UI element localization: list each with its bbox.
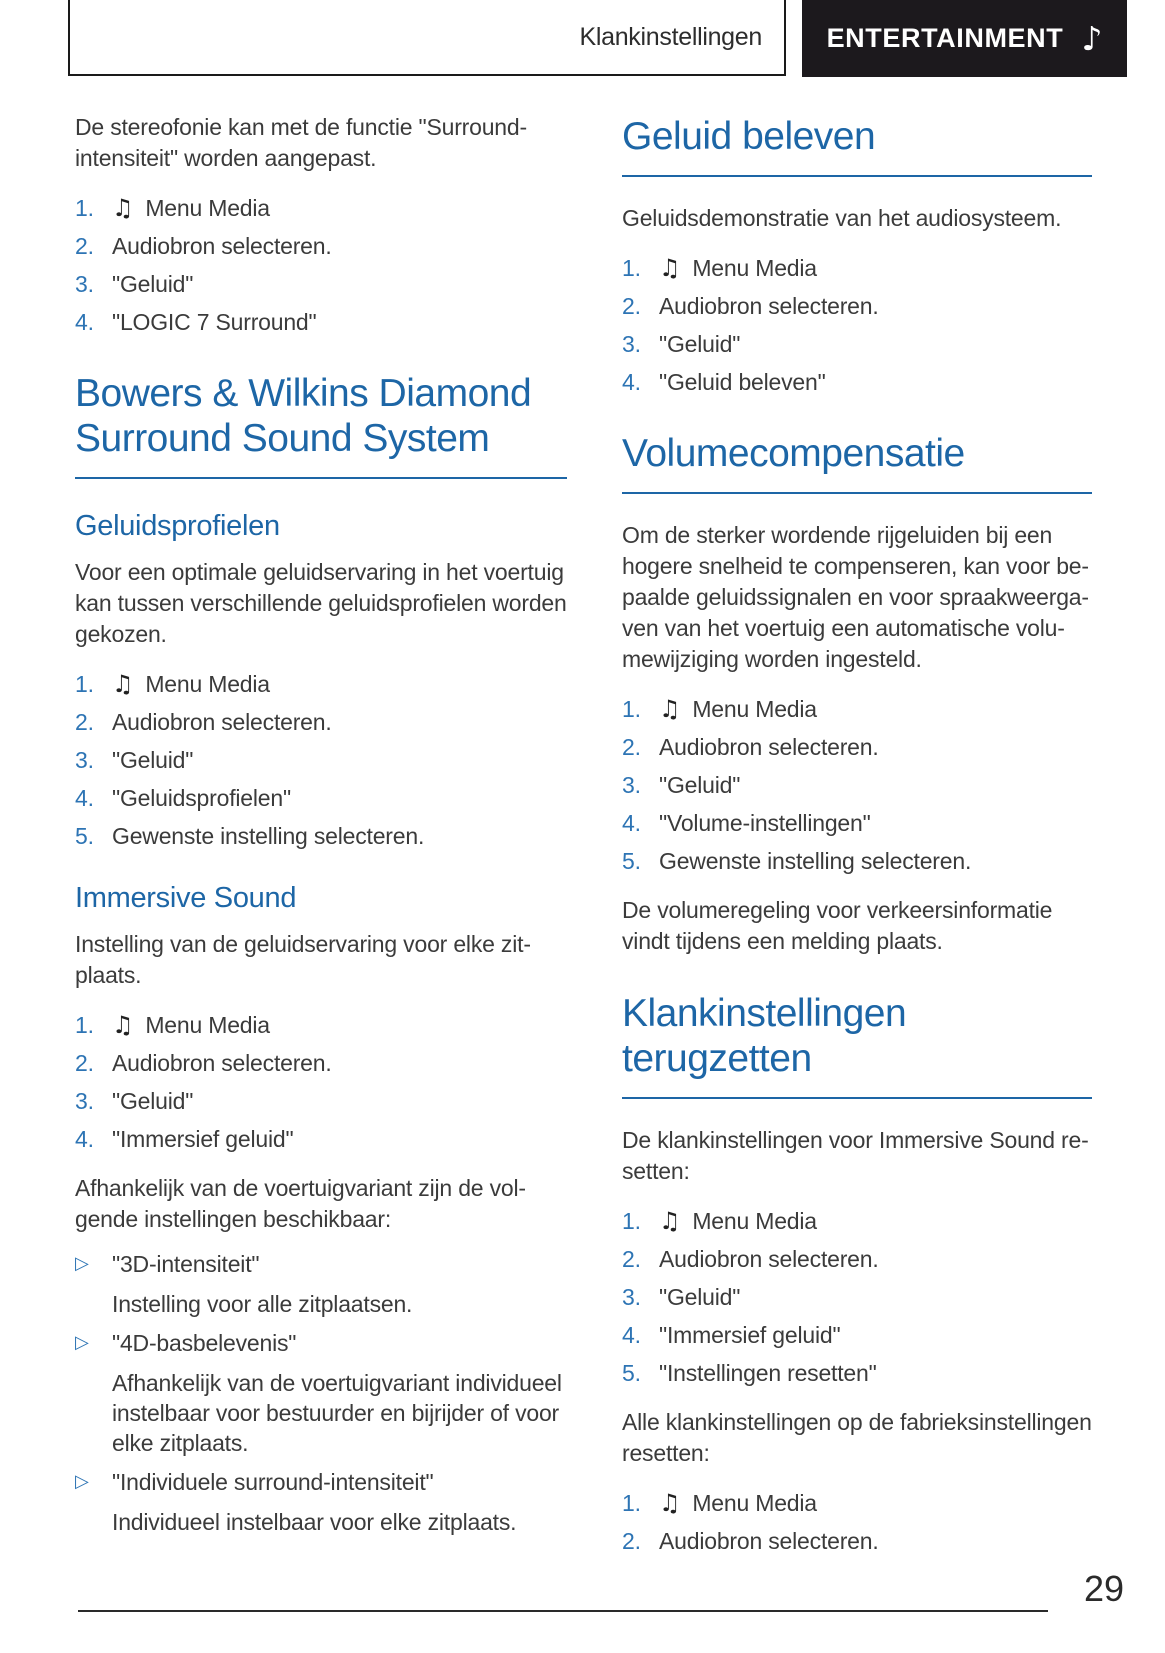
paragraph-intro: De stereofonie kan met de functie "Surround-intensiteit" worden aangepast.	[75, 114, 527, 171]
list-item	[622, 1206, 1092, 1236]
step-number: 2.	[75, 1050, 94, 1076]
step-text: "Geluid"	[112, 271, 194, 297]
list-item	[75, 307, 567, 337]
step-text: "Geluid"	[659, 1284, 741, 1310]
list-item	[622, 1282, 1092, 1312]
step-text: Audiobron selecteren.	[659, 293, 879, 319]
left-column	[75, 112, 567, 1546]
step-text: "Geluidsprofielen"	[112, 785, 291, 811]
section-title: ENTERTAINMENT	[826, 23, 1064, 53]
step-number: 5.	[622, 848, 641, 874]
steps-list	[622, 253, 1092, 397]
steps-list	[622, 1488, 1092, 1556]
paragraph-terugzetten: De klankinstellingen voor Immersive Sound resetten:	[622, 1127, 1089, 1184]
step-number: 4.	[75, 785, 94, 811]
steps-list	[622, 1206, 1092, 1388]
step-text: Audiobron selecteren.	[112, 709, 332, 735]
bullet-desc: Afhankelijk van de voertuigvariant individueel instelbaar voor bestuurder en bijrijder of voor elke zitplaats.	[112, 1370, 562, 1456]
list-item	[622, 367, 1092, 397]
step-number: 3.	[75, 1088, 94, 1114]
step-text: "Immersief geluid"	[112, 1126, 294, 1152]
step-number: 2.	[75, 709, 94, 735]
steps-list	[75, 193, 567, 337]
step-number: 1.	[75, 671, 94, 697]
beamed-notes-icon: ♫	[659, 1489, 681, 1517]
step-text: "Geluid"	[659, 331, 741, 357]
beamed-notes-icon: ♫	[112, 194, 134, 222]
list-item	[75, 1048, 567, 1078]
list-item	[622, 770, 1092, 800]
step-text: Audiobron selecteren.	[659, 1246, 879, 1272]
list-item	[622, 694, 1092, 724]
subheading-immersive-sound: Immersive Sound	[75, 882, 297, 914]
section-heading-bowers-wilkins: Bowers & Wilkins Diamond Surround Sound System	[75, 371, 567, 479]
step-number: 3.	[75, 271, 94, 297]
step-number: 4.	[75, 309, 94, 335]
step-text: Gewenste instelling selecteren.	[112, 823, 425, 849]
list-item	[75, 669, 567, 699]
beamed-notes-icon: ♫	[659, 254, 681, 282]
bullet-term: "4D-basbelevenis"	[112, 1330, 297, 1356]
triangle-bullet-icon: ▷	[75, 1471, 89, 1492]
bullet-body	[112, 1467, 516, 1546]
step-text: "LOGIC 7 Surround"	[112, 309, 317, 335]
music-note-icon: ♪	[1081, 19, 1103, 58]
list-item	[75, 193, 567, 223]
steps-list	[622, 694, 1092, 876]
step-text: "Instellingen resetten"	[659, 1360, 877, 1386]
section-heading-klankinstellingen-terugzetten: Klankinstellingen terugzetten	[622, 991, 1092, 1099]
list-item	[75, 745, 567, 775]
step-number: 4.	[622, 369, 641, 395]
beamed-notes-icon: ♫	[659, 1207, 681, 1235]
list-item	[622, 1320, 1092, 1350]
step-number: 1.	[75, 195, 94, 221]
beamed-notes-icon: ♫	[112, 1011, 134, 1039]
step-number: 4.	[622, 1322, 641, 1348]
beamed-notes-icon: ♫	[659, 695, 681, 723]
breadcrumb: Klankinstellingen	[579, 22, 762, 51]
right-column	[622, 112, 1092, 1575]
step-number: 2.	[622, 1246, 641, 1272]
beamed-notes-icon: ♫	[112, 670, 134, 698]
list-item	[75, 1010, 567, 1040]
step-text: "Volume-instellingen"	[659, 810, 871, 836]
step-number: 4.	[622, 810, 641, 836]
bullet-term: "3D-intensiteit"	[112, 1251, 260, 1277]
step-number: 2.	[75, 233, 94, 259]
step-text: "Geluid"	[112, 747, 194, 773]
step-number: 1.	[75, 1012, 94, 1038]
list-item	[622, 291, 1092, 321]
list-item	[622, 329, 1092, 359]
step-number: 3.	[75, 747, 94, 773]
step-text: Menu Media	[145, 195, 270, 221]
step-text: Menu Media	[692, 255, 817, 281]
bullet-body	[112, 1249, 412, 1328]
section-tab-entertainment	[802, 0, 1127, 77]
bullet-desc: Individueel instelbaar voor elke zitplaats.	[112, 1509, 517, 1535]
list-item	[622, 1358, 1092, 1388]
footer-rule	[78, 1610, 1048, 1612]
list-item	[75, 231, 567, 261]
list-item	[75, 269, 567, 299]
bullet-item	[75, 1467, 567, 1546]
paragraph-geluid-beleven: Geluidsdemonstratie van het audiosysteem.	[622, 205, 1062, 231]
section-heading-geluid-beleven: Geluid beleven	[622, 114, 1092, 177]
bullet-item	[75, 1249, 567, 1328]
list-item	[622, 1244, 1092, 1274]
step-text: Audiobron selecteren.	[112, 233, 332, 259]
paragraph-variants: Afhankelijk van de voertuigvariant zijn de volgende instellingen beschikbaar:	[75, 1175, 527, 1232]
list-item	[75, 1086, 567, 1116]
list-item	[622, 808, 1092, 838]
list-item	[75, 707, 567, 737]
paragraph-immersive-sound: Instelling van de geluidservaring voor elke zitplaats.	[75, 931, 531, 988]
paragraph-verkeersinformatie: De volumeregeling voor verkeersinformatie vindt tijdens een melding plaats.	[622, 897, 1053, 954]
list-item	[75, 1124, 567, 1154]
step-number: 5.	[622, 1360, 641, 1386]
step-number: 1.	[622, 696, 641, 722]
breadcrumb-box	[68, 0, 786, 76]
step-text: Audiobron selecteren.	[659, 734, 879, 760]
list-item	[622, 846, 1092, 876]
list-item	[75, 783, 567, 813]
step-text: Menu Media	[145, 671, 270, 697]
step-text: Menu Media	[145, 1012, 270, 1038]
bullet-list	[75, 1249, 567, 1546]
step-number: 4.	[75, 1126, 94, 1152]
list-item	[75, 821, 567, 851]
step-number: 3.	[622, 1284, 641, 1310]
step-number: 3.	[622, 772, 641, 798]
step-text: "Geluid beleven"	[659, 369, 826, 395]
step-text: Menu Media	[692, 696, 817, 722]
page-number: 29	[1084, 1568, 1125, 1609]
step-number: 1.	[622, 1208, 641, 1234]
step-number: 2.	[622, 1528, 641, 1554]
subheading-geluidsprofielen: Geluidsprofielen	[75, 510, 280, 542]
steps-list	[75, 1010, 567, 1154]
paragraph-fabrieksinstellingen: Alle klankinstellingen op de fabrieksinstellingen resetten:	[622, 1409, 1092, 1466]
step-number: 3.	[622, 331, 641, 357]
bullet-item	[75, 1328, 567, 1467]
triangle-bullet-icon: ▷	[75, 1332, 89, 1353]
bullet-desc: Instelling voor alle zitplaatsen.	[112, 1291, 413, 1317]
step-text: "Immersief geluid"	[659, 1322, 841, 1348]
step-text: Audiobron selecteren.	[112, 1050, 332, 1076]
step-number: 5.	[75, 823, 94, 849]
steps-list	[75, 669, 567, 851]
step-number: 2.	[622, 734, 641, 760]
paragraph-geluidsprofielen: Voor een optimale geluidservaring in het voertuig kan tussen verschillende geluidsprofielen worden gekozen.	[75, 559, 567, 647]
paragraph-volumecompensatie: Om de sterker wordende rijgeluiden bij een hogere snelheid te compenseren, kan voor bepaalde geluidssignalen en voor spraakweergaven van het voertuig een automatische volumewijziging worden ingesteld.	[622, 522, 1090, 672]
step-text: Menu Media	[692, 1490, 817, 1516]
step-text: "Geluid"	[659, 772, 741, 798]
step-text: Audiobron selecteren.	[659, 1528, 879, 1554]
list-item	[622, 732, 1092, 762]
step-number: 1.	[622, 255, 641, 281]
section-heading-volumecompensatie: Volumecompensatie	[622, 431, 1092, 494]
step-text: "Geluid"	[112, 1088, 194, 1114]
bullet-term: "Individuele surround-intensiteit"	[112, 1469, 434, 1495]
list-item	[622, 1526, 1092, 1556]
list-item	[622, 253, 1092, 283]
step-number: 2.	[622, 293, 641, 319]
step-number: 1.	[622, 1490, 641, 1516]
bullet-body	[112, 1328, 567, 1467]
step-text: Menu Media	[692, 1208, 817, 1234]
list-item	[622, 1488, 1092, 1518]
step-text: Gewenste instelling selecteren.	[659, 848, 972, 874]
triangle-bullet-icon: ▷	[75, 1253, 89, 1274]
